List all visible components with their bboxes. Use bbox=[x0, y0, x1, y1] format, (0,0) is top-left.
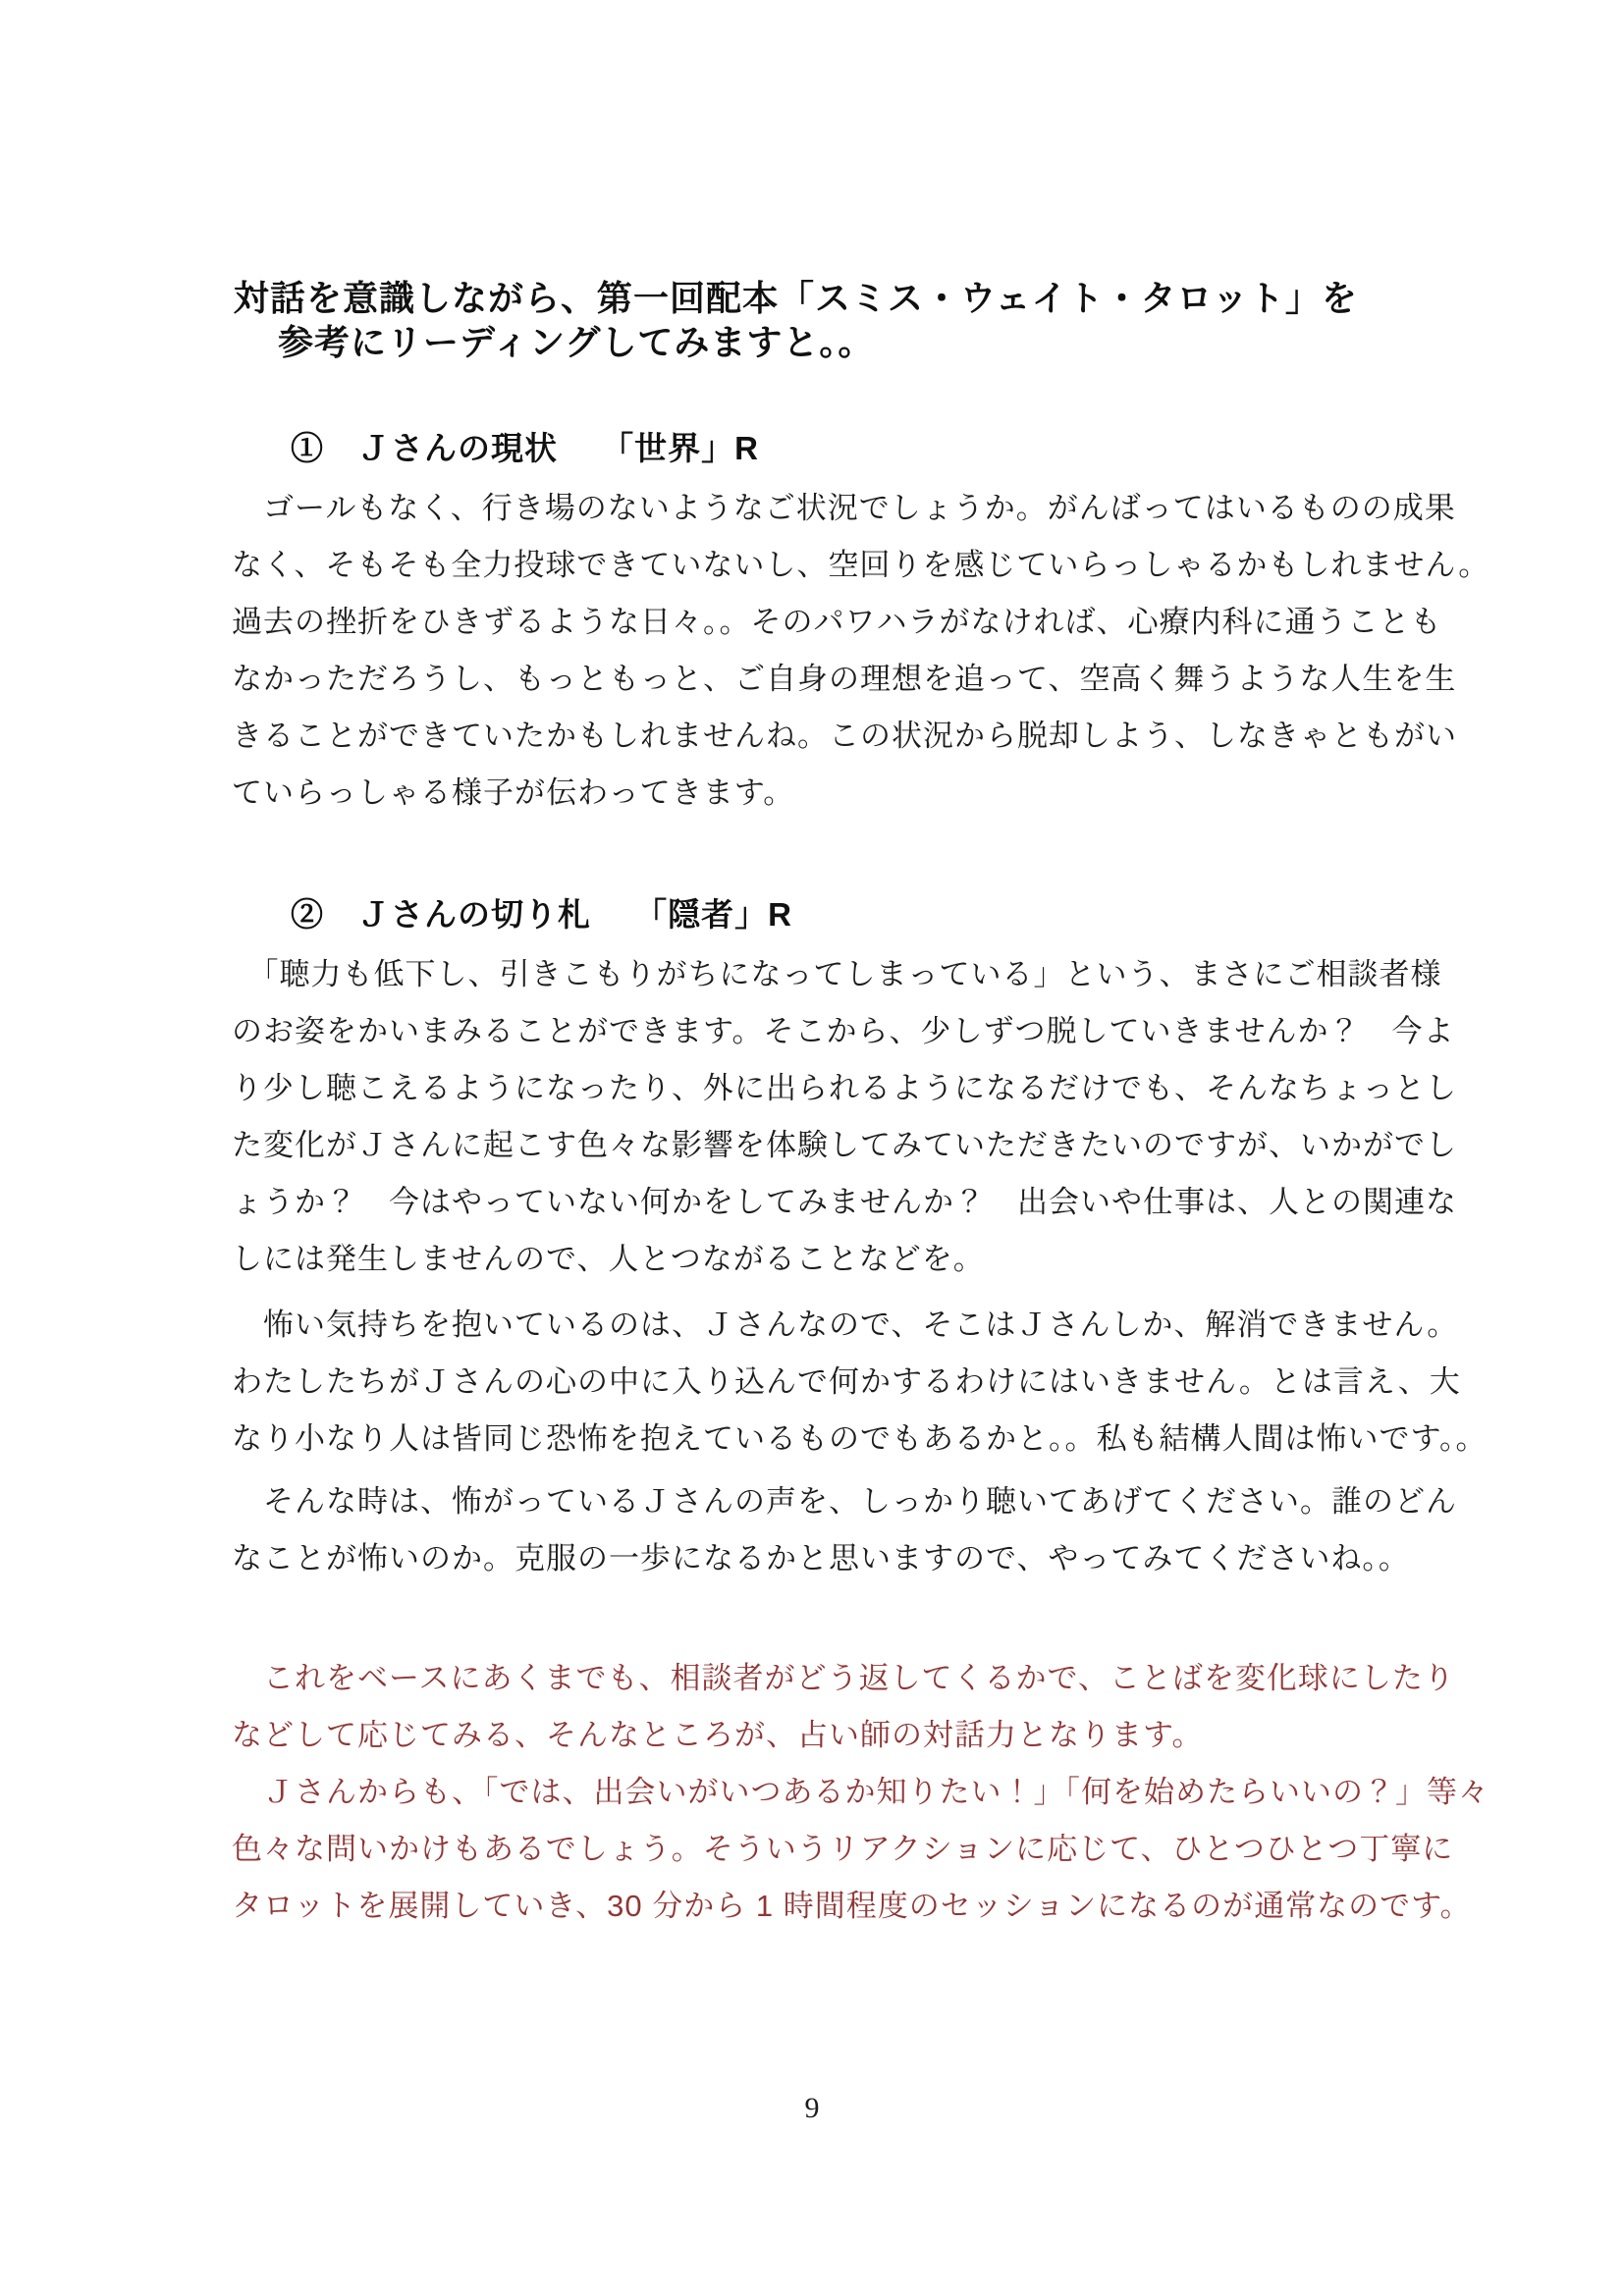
text-line: そんな時は、怖がっているＪさんの声を、しっかり聴いてあげてください。誰のどん bbox=[232, 1484, 1457, 1519]
section-2-paragraph-1 bbox=[232, 946, 1457, 1288]
text-line: わたしたちがＪさんの心の中に入り込んで何かするわけにはいきません。とは言え、大 bbox=[232, 1364, 1461, 1399]
text-line: しには発生しませんので、人とつながることなどを。 bbox=[232, 1242, 985, 1276]
text-line: なことが怖いのか。克服の一歩になるかと思いますので、やってみてくださいね。。 bbox=[232, 1541, 1410, 1575]
text-line: た変化がＪさんに起こす色々な影響を体験してみていただきたいのですが、いかがでし bbox=[232, 1128, 1457, 1162]
text-line: なり小なり人は皆同じ恐怖を抱えているものでもあるかと。。私も結構人間は怖いです。。 bbox=[232, 1421, 1488, 1456]
section-1-paragraph-1 bbox=[232, 480, 1490, 822]
text-line: タロットを展開していき、30 分から 1 時間程度のセッションになるのが通常なのです。 bbox=[232, 1889, 1472, 1923]
text-line: 色々な問いかけもあるでしょう。そういうリアクションに応じて、ひとつひとつ丁寧に bbox=[232, 1832, 1454, 1866]
document-title-line-1: 対話を意識しながら、第一回配本「スミス・ウェイト・タロット」を bbox=[234, 278, 1358, 318]
text-line: これをベースにあくまでも、相談者がどう返してくるかで、ことばを変化球にしたり bbox=[232, 1661, 1455, 1695]
text-line: なく、そもそも全力投球できていないし、空回りを感じていらっしゃるかもしれません。 bbox=[232, 548, 1490, 582]
section-2-heading: ② Ｊさんの切り札 「隠者」R bbox=[291, 896, 792, 933]
text-line: 「聴力も低下し、引きこもりがちになってしまっている」という、まさにご相談者様 bbox=[232, 957, 1442, 991]
text-line: きることができていたかもしれませんね。この状況から脱却しよう、しなきゃともがい bbox=[232, 719, 1457, 753]
text-line: ょうか？ 今はやっていない何かをしてみませんか？ 出会いや仕事は、人との関連な bbox=[232, 1185, 1457, 1219]
text-line: Ｊさんからも、「では、出会いがいつあるか知りたい！」「何を始めたらいいの？」等々 bbox=[232, 1775, 1489, 1809]
section-2-paragraph-2 bbox=[232, 1297, 1488, 1468]
text-line: ていらっしゃる様子が伝わってきます。 bbox=[232, 775, 795, 810]
text-line: 怖い気持ちを抱いているのは、Ｊさんなので、そこはＪさんしか、解消できません。 bbox=[232, 1308, 1459, 1342]
text-line: なかっただろうし、もっともっと、ご自身の理想を追って、空高く舞うような人生を生 bbox=[232, 662, 1457, 696]
section-1-heading: ① Ｊさんの現状 「世界」R bbox=[291, 430, 759, 466]
document-title bbox=[234, 276, 1358, 364]
commentary-paragraph bbox=[232, 1650, 1489, 1935]
text-line: 過去の挫折をひきずるような日々。。そのパワハラがなければ、心療内科に通うことも bbox=[232, 605, 1442, 639]
page-number: 9 bbox=[804, 2092, 820, 2124]
document-title-line-2: 参考にリーディングしてみますと。。 bbox=[278, 322, 875, 362]
text-line: ゴールもなく、行き場のないようなご状況でしょうか。がんばってはいるものの成果 bbox=[232, 491, 1456, 525]
text-line: などして応じてみる、そんなところが、占い師の対話力となります。 bbox=[232, 1718, 1204, 1752]
text-line: のお姿をかいまみることができます。そこから、少しずつ脱していきませんか？ 今よ bbox=[232, 1014, 1455, 1048]
text-line: り少し聴こえるようになったり、外に出られるようになるだけでも、そんなちょっとし bbox=[232, 1071, 1457, 1105]
section-2-paragraph-3 bbox=[232, 1473, 1457, 1587]
